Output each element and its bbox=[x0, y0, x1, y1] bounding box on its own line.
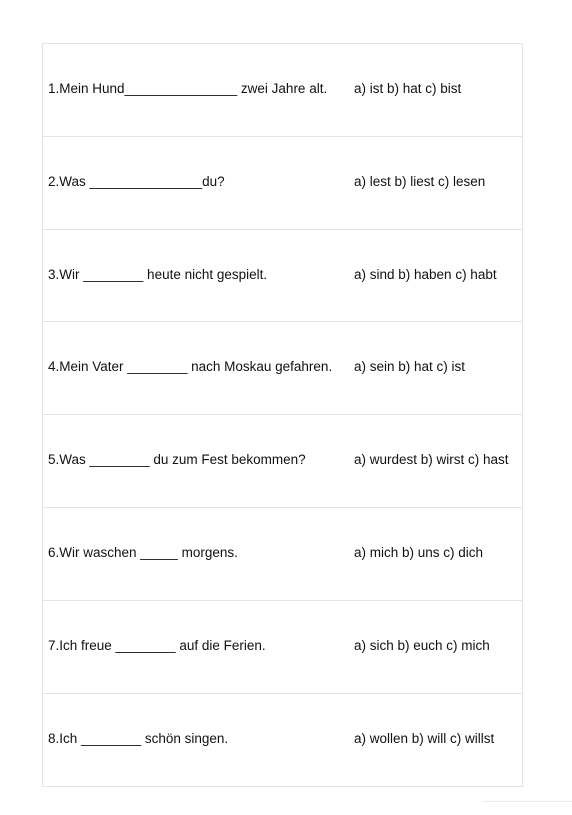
question-text: 6.Wir waschen _____ morgens. bbox=[48, 544, 238, 560]
answer-options: a) sich b) euch c) mich bbox=[354, 637, 490, 653]
exercise-row-2 bbox=[43, 137, 522, 230]
page-footer-divider bbox=[482, 801, 572, 802]
question-text: 1.Mein Hund_______________ zwei Jahre alt. bbox=[48, 81, 328, 96]
question-text: 4.Mein Vater ________ nach Moskau gefahren. bbox=[48, 359, 333, 375]
exercise-sheet bbox=[42, 43, 523, 787]
answer-options: a) sein b) hat c) ist bbox=[354, 359, 466, 375]
answer-options: a) wurdest b) wirst c) hast bbox=[354, 452, 509, 468]
exercise-row-5 bbox=[43, 415, 522, 508]
question-text: 3.Wir ________ heute nicht gespielt. bbox=[48, 266, 268, 282]
question-text: 8.Ich ________ schön singen. bbox=[48, 730, 229, 746]
exercise-row-1 bbox=[43, 44, 522, 137]
answer-options: a) ist b) hat c) bist bbox=[354, 81, 462, 96]
question-text: 5.Was ________ du zum Fest bekommen? bbox=[48, 452, 306, 468]
exercise-row-7 bbox=[43, 601, 522, 694]
exercise-row-8 bbox=[43, 694, 522, 787]
answer-options: a) mich b) uns c) dich bbox=[354, 544, 484, 560]
answer-options: a) wollen b) will c) willst bbox=[354, 730, 495, 746]
answer-options: a) sind b) haben c) habt bbox=[354, 266, 497, 282]
exercise-row-4 bbox=[43, 322, 522, 415]
exercise-row-6 bbox=[43, 508, 522, 601]
exercise-row-3 bbox=[43, 230, 522, 323]
question-text: 2.Was _______________du? bbox=[48, 173, 225, 189]
answer-options: a) lest b) liest c) lesen bbox=[354, 173, 486, 189]
question-text: 7.Ich freue ________ auf die Ferien. bbox=[48, 637, 266, 653]
